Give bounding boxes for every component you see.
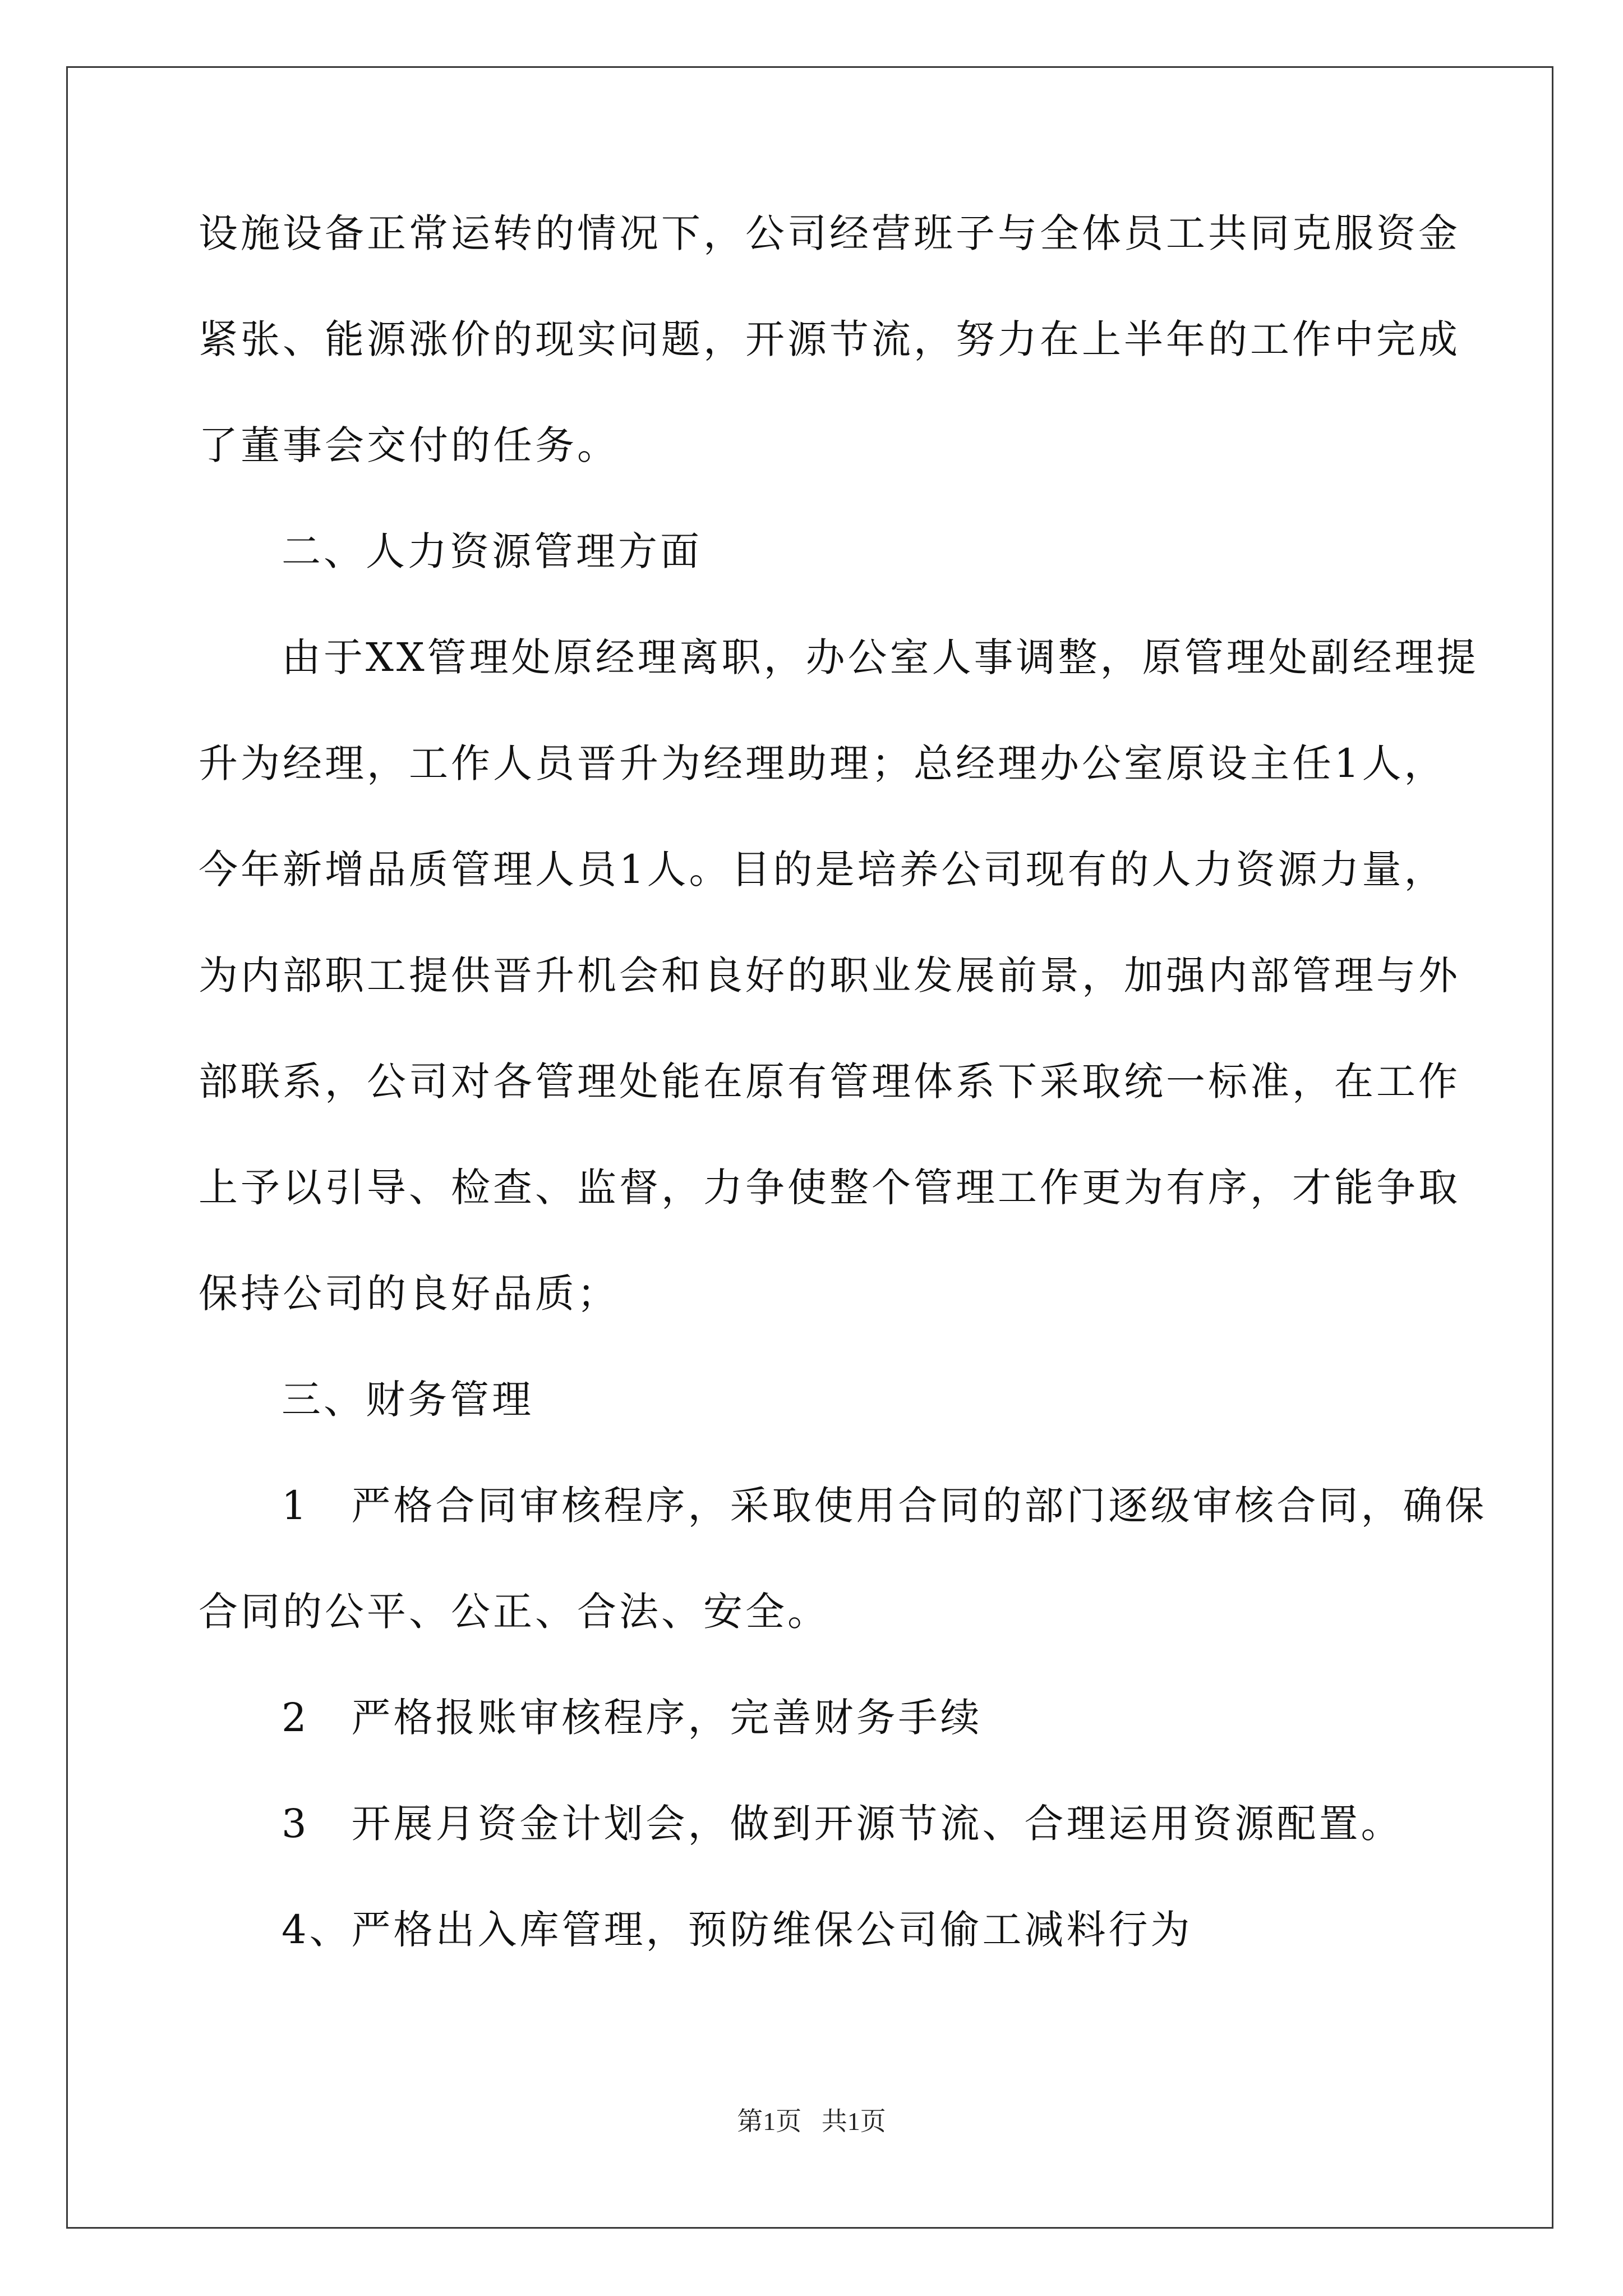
list-item-4: 4、严格出入库管理，预防维保公司偷工减料行为	[282, 1907, 1193, 1953]
section-heading-finance: 三、财务管理	[282, 1377, 534, 1423]
text-line-3: 了董事会交付的任务。	[199, 422, 619, 468]
list-item-3: 3 开展月资金计划会，做到开源节流、合理运用资源配置。	[282, 1801, 1403, 1847]
text-line-5: 由于XX管理处原经理离职，办公室人事调整，原管理处副经理提	[282, 634, 1479, 680]
page-footer	[0, 2101, 1623, 2138]
text-line-11: 保持公司的良好品质；	[199, 1271, 619, 1317]
document-body	[199, 210, 1487, 2016]
text-line-8: 为内部职工提供晋升机会和良好的职业发展前景，加强内部管理与外	[199, 953, 1460, 999]
text-line-7: 今年新增品质管理人员1人。目的是培养公司现有的人力资源力量，	[199, 846, 1446, 892]
text-line-2: 紧张、能源涨价的现实问题，开源节流，努力在上半年的工作中完成	[199, 316, 1460, 362]
text-line-6: 升为经理，工作人员晋升为经理助理；总经理办公室原设主任1人，	[199, 740, 1446, 786]
section-heading-hr: 二、人力资源管理方面	[282, 528, 702, 574]
page-total: 共1页	[821, 2107, 886, 2136]
list-item-2: 2 严格报账审核程序，完善财务手续	[282, 1695, 983, 1741]
list-item-1-continued: 合同的公平、公正、合法、安全。	[199, 1589, 829, 1635]
text-line-10: 上予以引导、检查、监督，力争使整个管理工作更为有序，才能争取	[199, 1165, 1460, 1211]
text-line-1: 设施设备正常运转的情况下，公司经营班子与全体员工共同克服资金	[199, 210, 1460, 256]
list-item-1: 1 严格合同审核程序，采取使用合同的部门逐级审核合同，确保	[282, 1483, 1487, 1529]
text-line-9: 部联系，公司对各管理处能在原有管理体系下采取统一标准，在工作	[199, 1059, 1460, 1105]
page-number: 第1页	[737, 2107, 802, 2136]
